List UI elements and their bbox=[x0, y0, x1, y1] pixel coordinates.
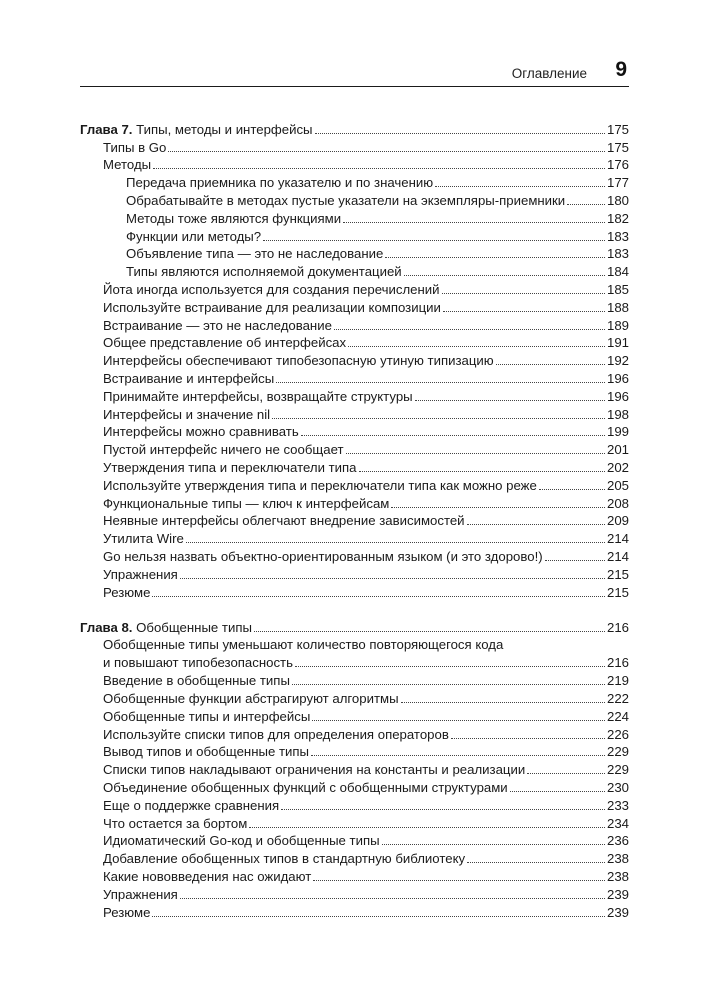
leader-dots bbox=[186, 542, 605, 543]
toc-entry bbox=[80, 227, 629, 245]
entry-title: Резюме bbox=[103, 904, 151, 920]
entry-title: Йота иногда используется для создания перечислений bbox=[103, 281, 440, 297]
page-number: 224 bbox=[606, 708, 629, 724]
entry-title: Объявление типа — это не наследование bbox=[126, 246, 384, 262]
leader-dots bbox=[272, 418, 605, 419]
entry-title: Интерфейсы обеспечивают типобезопасную утиную типизацию bbox=[103, 353, 494, 369]
toc-entry bbox=[80, 689, 629, 707]
page-number: 208 bbox=[606, 495, 629, 511]
leader-dots bbox=[415, 400, 605, 401]
toc-entry bbox=[80, 903, 629, 921]
toc-entry bbox=[80, 512, 629, 530]
leader-dots bbox=[404, 275, 605, 276]
entry-title: Упражнения bbox=[103, 566, 178, 582]
page-number: 230 bbox=[606, 779, 629, 795]
entry-title: Добавление обобщенных типов в стандартную библиотеку bbox=[103, 851, 466, 867]
leader-dots bbox=[153, 168, 605, 169]
leader-dots bbox=[467, 862, 605, 863]
toc-entry bbox=[80, 191, 629, 209]
page-number: 189 bbox=[606, 317, 629, 333]
entry-title: Передача приемника по указателю и по значению bbox=[126, 175, 434, 191]
toc-entry bbox=[80, 849, 629, 867]
leader-dots bbox=[435, 186, 605, 187]
toc-entry bbox=[80, 725, 629, 743]
chapter-title: Обобщенные типы bbox=[136, 619, 252, 635]
toc-chapter-7 bbox=[80, 120, 629, 138]
entry-title: Обобщенные типы и интерфейсы bbox=[103, 708, 311, 724]
chapter-8-items bbox=[80, 671, 629, 920]
entry-title: Принимайте интерфейсы, возвращайте структуры bbox=[103, 388, 413, 404]
entry-title: Идиоматический Go-код и обобщенные типы bbox=[103, 833, 380, 849]
leader-dots bbox=[567, 204, 605, 205]
leader-dots bbox=[527, 773, 605, 774]
entry-title: Утверждения типа и переключатели типа bbox=[103, 459, 357, 475]
chapter-7-items bbox=[80, 138, 629, 601]
leader-dots bbox=[343, 222, 605, 223]
leader-dots bbox=[385, 257, 605, 258]
toc-entry bbox=[80, 476, 629, 494]
page-number: 183 bbox=[606, 246, 629, 262]
page-number: 185 bbox=[606, 281, 629, 297]
entry-title: Обобщенные функции абстрагируют алгоритмы bbox=[103, 691, 399, 706]
toc-entry bbox=[80, 387, 629, 405]
page-number: 216 bbox=[606, 619, 629, 635]
table-of-contents bbox=[80, 120, 629, 921]
page-number: 175 bbox=[606, 139, 629, 155]
leader-dots bbox=[467, 524, 605, 525]
leader-dots bbox=[276, 382, 605, 383]
page-number: 199 bbox=[606, 424, 629, 440]
toc-entry bbox=[80, 867, 629, 885]
leader-dots bbox=[442, 293, 605, 294]
leader-dots bbox=[254, 631, 605, 632]
page-number: 209 bbox=[606, 513, 629, 529]
leader-dots bbox=[315, 133, 605, 134]
toc-entry bbox=[80, 760, 629, 778]
leader-dots bbox=[382, 844, 605, 845]
page-number: 188 bbox=[606, 299, 629, 315]
page-number: 233 bbox=[606, 797, 629, 813]
leader-dots bbox=[346, 453, 605, 454]
toc-entry bbox=[80, 707, 629, 725]
toc-entry bbox=[80, 334, 629, 352]
toc-entry bbox=[80, 423, 629, 441]
leader-dots bbox=[249, 827, 605, 828]
toc-entry bbox=[80, 369, 629, 387]
entry-title: Используйте встраивание для реализации композиции bbox=[103, 299, 441, 315]
toc-entry bbox=[80, 351, 629, 369]
chapter-title: Типы, методы и интерфейсы bbox=[136, 121, 313, 137]
page-number: 215 bbox=[606, 566, 629, 582]
page-number: 192 bbox=[606, 353, 629, 369]
toc-entry bbox=[80, 138, 629, 156]
page-number: 180 bbox=[606, 192, 629, 208]
page-number: 201 bbox=[606, 442, 629, 458]
page-number: 176 bbox=[606, 157, 629, 173]
page-number: 182 bbox=[606, 210, 629, 226]
toc-entry bbox=[80, 280, 629, 298]
entry-title: Встраивание — это не наследование bbox=[103, 317, 332, 333]
page-number: 229 bbox=[606, 762, 629, 778]
entry-title: Пустой интерфейс ничего не сообщает bbox=[103, 442, 344, 458]
page-number: 238 bbox=[606, 851, 629, 867]
toc-entry bbox=[80, 494, 629, 512]
page-number: 219 bbox=[606, 673, 629, 689]
page-number: 202 bbox=[606, 459, 629, 475]
toc-entry bbox=[80, 547, 629, 565]
entry-title: Типы являются исполняемой документацией bbox=[126, 264, 402, 280]
entry-title: Обрабатывайте в методах пустые указатели на экземпляры-приемники bbox=[126, 192, 566, 208]
toc-entry bbox=[80, 245, 629, 263]
toc-entry bbox=[80, 743, 629, 761]
entry-title: Типы в Go bbox=[103, 139, 167, 155]
entry-title: Методы bbox=[103, 157, 152, 173]
toc-entry bbox=[80, 778, 629, 796]
page-number: 234 bbox=[606, 815, 629, 831]
leader-dots bbox=[168, 151, 605, 152]
page-number: 198 bbox=[606, 406, 629, 422]
page-number: 222 bbox=[606, 691, 629, 706]
entry-title: Функциональные типы — ключ к интерфейсам bbox=[103, 495, 390, 511]
entry-title: Используйте утверждения типа и переключатели типа как можно реже bbox=[103, 477, 537, 493]
toc-entry bbox=[80, 440, 629, 458]
entry-title: Упражнения bbox=[103, 886, 178, 902]
page-number: 216 bbox=[606, 655, 629, 671]
leader-dots bbox=[312, 720, 605, 721]
page-number: 196 bbox=[606, 388, 629, 404]
toc-entry bbox=[80, 156, 629, 174]
leader-dots bbox=[451, 738, 605, 739]
entry-title: Утилита Wire bbox=[103, 531, 184, 547]
entry-title: Какие нововведения нас ожидают bbox=[103, 868, 312, 884]
entry-title: Go нельзя назвать объектно-ориентированным языком (и это здорово!) bbox=[103, 548, 543, 564]
leader-dots bbox=[180, 578, 605, 579]
entry-title: Списки типов накладывают ограничения на константы и реализации bbox=[103, 762, 526, 778]
entry-title: Функции или методы? bbox=[126, 228, 262, 244]
leader-dots bbox=[263, 240, 605, 241]
entry-title: Интерфейсы можно сравнивать bbox=[103, 424, 299, 440]
entry-title: Объединение обобщенных функций с обобщенными структурами bbox=[103, 779, 508, 795]
chapter-label: Глава 7. bbox=[80, 121, 133, 137]
toc-entry bbox=[80, 832, 629, 850]
toc-entry bbox=[80, 885, 629, 903]
toc-entry bbox=[80, 565, 629, 583]
page-number: 184 bbox=[606, 264, 629, 280]
toc-entry-wrapped-line1: Обобщенные типы уменьшают количество повторяющегося кода bbox=[103, 636, 504, 652]
toc-entry bbox=[80, 796, 629, 814]
leader-dots bbox=[496, 364, 605, 365]
toc-entry bbox=[80, 173, 629, 191]
leader-dots bbox=[539, 489, 605, 490]
toc-entry bbox=[80, 458, 629, 476]
page-number: 226 bbox=[606, 726, 629, 742]
entry-title: Неявные интерфейсы облегчают внедрение зависимостей bbox=[103, 513, 465, 529]
leader-dots bbox=[281, 809, 605, 810]
toc-chapter-8 bbox=[80, 618, 629, 636]
page-number: 214 bbox=[606, 531, 629, 547]
entry-title: Что остается за бортом bbox=[103, 815, 248, 831]
leader-dots bbox=[334, 329, 605, 330]
toc-entry bbox=[80, 316, 629, 334]
toc-entry bbox=[80, 814, 629, 832]
chapter-label: Глава 8. bbox=[80, 619, 133, 635]
entry-title: Вывод типов и обобщенные типы bbox=[103, 744, 309, 760]
toc-entry bbox=[80, 262, 629, 280]
leader-dots bbox=[510, 791, 605, 792]
leader-dots bbox=[348, 346, 605, 347]
page-number: 183 bbox=[606, 228, 629, 244]
page-number: 215 bbox=[606, 584, 629, 600]
toc-entry bbox=[80, 405, 629, 423]
page-number: 205 bbox=[606, 477, 629, 493]
running-header bbox=[80, 58, 629, 87]
leader-dots bbox=[443, 311, 605, 312]
page-number: 177 bbox=[606, 175, 629, 191]
leader-dots bbox=[295, 666, 605, 667]
header-page-number: 9 bbox=[615, 58, 627, 81]
toc-entry bbox=[80, 583, 629, 601]
leader-dots bbox=[311, 755, 605, 756]
leader-dots bbox=[545, 560, 605, 561]
leader-dots bbox=[152, 596, 605, 597]
toc-entry bbox=[80, 298, 629, 316]
page-number: 175 bbox=[606, 121, 629, 137]
leader-dots bbox=[301, 435, 605, 436]
entry-title: Еще о поддержке сравнения bbox=[103, 797, 280, 813]
leader-dots bbox=[391, 507, 605, 508]
entry-title: Используйте списки типов для определения операторов bbox=[103, 726, 449, 742]
toc-entry bbox=[80, 209, 629, 227]
header-title: Оглавление bbox=[511, 66, 587, 81]
leader-dots bbox=[180, 898, 605, 899]
page-number: 214 bbox=[606, 548, 629, 564]
toc-entry bbox=[80, 671, 629, 689]
entry-title: Введение в обобщенные типы bbox=[103, 673, 290, 689]
leader-dots bbox=[401, 702, 605, 703]
page-number: 239 bbox=[606, 886, 629, 902]
page-number: 238 bbox=[606, 868, 629, 884]
leader-dots bbox=[313, 880, 605, 881]
page-number: 191 bbox=[606, 335, 629, 351]
leader-dots bbox=[359, 471, 605, 472]
page-number: 239 bbox=[606, 904, 629, 920]
entry-title: Интерфейсы и значение nil bbox=[103, 406, 271, 422]
entry-title: Методы тоже являются функциями bbox=[126, 210, 342, 226]
page-number: 229 bbox=[606, 744, 629, 760]
toc-entry bbox=[80, 529, 629, 547]
page-number: 236 bbox=[606, 833, 629, 849]
page-number: 196 bbox=[606, 370, 629, 386]
entry-title: Резюме bbox=[103, 584, 151, 600]
leader-dots bbox=[152, 916, 605, 917]
toc-entry-wrapped-line2: и повышают типобезопасность 216 bbox=[103, 655, 629, 671]
entry-title: Общее представление об интерфейсах bbox=[103, 335, 347, 351]
leader-dots bbox=[292, 684, 605, 685]
entry-title: Встраивание и интерфейсы bbox=[103, 370, 275, 386]
